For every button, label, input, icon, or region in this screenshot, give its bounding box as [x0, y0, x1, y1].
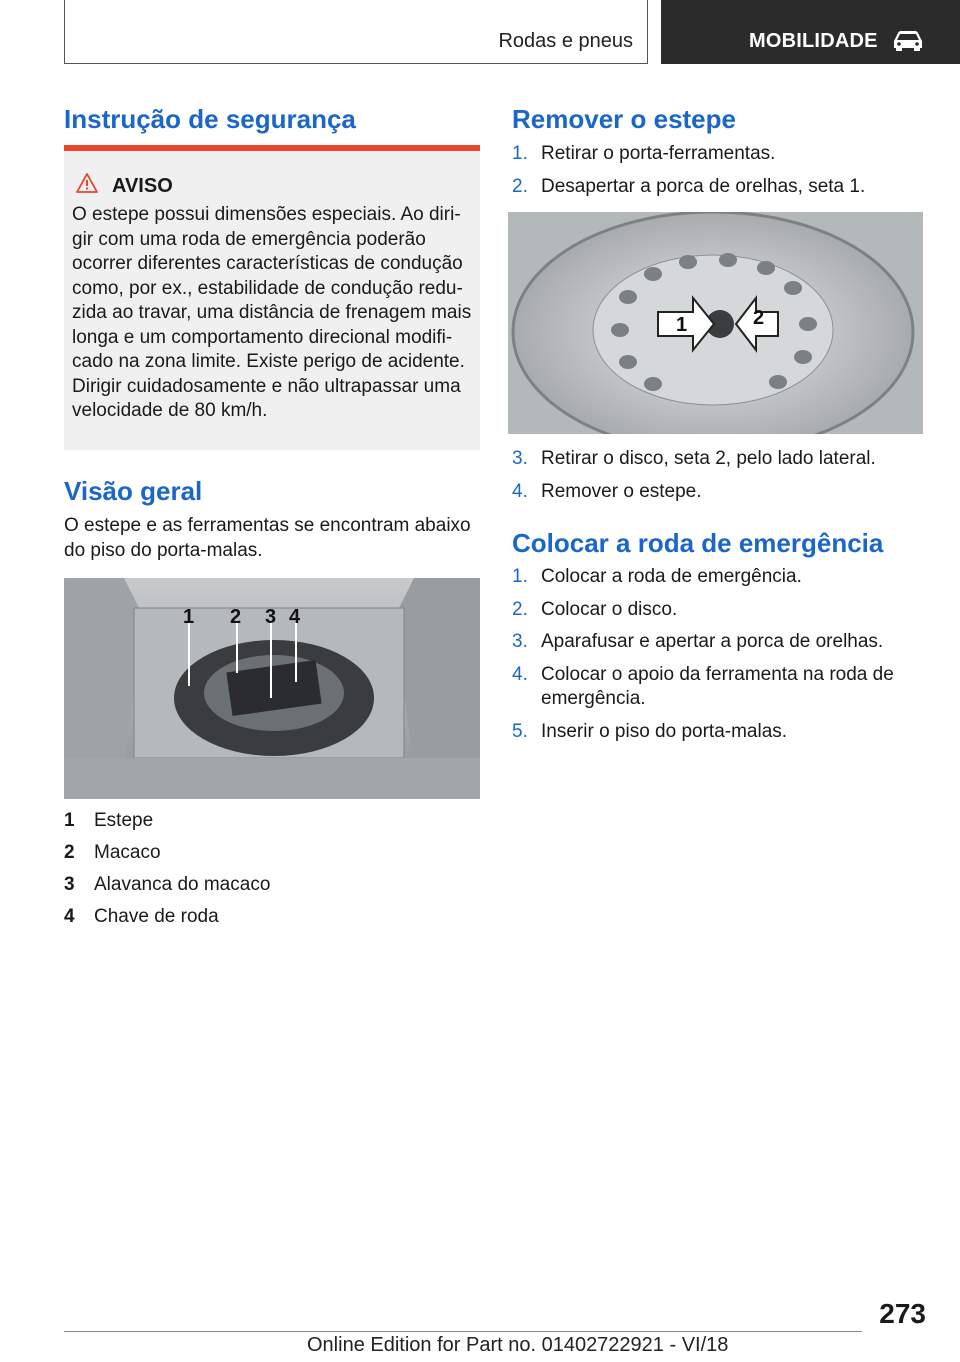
- step-item: [512, 598, 929, 623]
- header-section-title: Rodas e pneus: [498, 30, 633, 52]
- overview-text: O estepe e as ferramentas se encontram abaixo do piso do porta-malas.: [64, 515, 471, 561]
- step-item: [512, 142, 929, 167]
- footer-divider: [64, 1331, 862, 1332]
- figure-legend: [64, 810, 270, 938]
- photo-label-1: 1: [183, 606, 195, 628]
- warning-triangle-icon: [76, 173, 98, 193]
- header-chapter-tab: [661, 0, 960, 64]
- header-section-box: [64, 0, 648, 64]
- step-item: [512, 663, 929, 712]
- step-text: Inserir o piso do porta-malas.: [541, 720, 788, 742]
- warning-label: AVISO: [112, 175, 173, 197]
- step-number: 3.: [512, 448, 528, 469]
- step-item: [512, 565, 929, 590]
- legend-number: 4: [64, 906, 75, 927]
- car-icon: [891, 28, 925, 52]
- step-number: 1.: [512, 566, 528, 587]
- legend-number: 2: [64, 842, 75, 863]
- legend-item: [64, 874, 270, 906]
- safety-heading: Instrução de segurança: [64, 104, 356, 134]
- step-item: [512, 175, 929, 200]
- step-number: 4.: [512, 480, 528, 502]
- page-number: 273: [879, 1298, 926, 1329]
- legend-number: 1: [64, 810, 75, 831]
- step-item: [512, 720, 929, 745]
- photo-label-3: 3: [265, 606, 277, 628]
- legend-text: Macaco: [94, 842, 161, 863]
- overview-heading: Visão geral: [64, 476, 203, 506]
- step-item: [512, 447, 929, 472]
- trunk-photo: [64, 578, 480, 799]
- step-text: Retirar o porta-ferramentas.: [541, 143, 776, 164]
- warning-text: O estepe possui dimensões especiais. Ao diri-gir com uma roda de emergência poderão ocorrer diferentes características de condução como, por ex., estabilidade de condução redu-zida ao travar, uma distância de frenagem mais longa e um comportamento direcional modifi-cado na zona limite. Existe perigo de acidente. Dirigir cuidadosamente e não ultrapassar uma velocidade de 80 km/h.: [72, 204, 472, 421]
- step-text: Remover o estepe.: [541, 480, 702, 502]
- legend-item: [64, 810, 270, 842]
- step-item: [512, 480, 929, 505]
- step-text: Retirar o disco, seta 2, pelo lado lateral.: [541, 448, 876, 469]
- legend-item: [64, 842, 270, 874]
- step-number: 3.: [512, 631, 528, 652]
- warning-box: [64, 151, 480, 450]
- photo-label-2: 2: [230, 606, 242, 628]
- legend-text: Chave de roda: [94, 906, 219, 927]
- photo-label-4: 4: [289, 606, 301, 628]
- footer-edition: Online Edition for Part no. 01402722921 - VI/18: [307, 1334, 729, 1356]
- step-text: Colocar a roda de emergência.: [541, 566, 802, 587]
- step-number: 2.: [512, 598, 528, 620]
- step-number: 4.: [512, 663, 528, 685]
- photo-label-arrow-1: 1: [676, 314, 688, 336]
- header-chapter-title: MOBILIDADE: [749, 30, 878, 52]
- step-number: 1.: [512, 143, 528, 164]
- legend-text: Estepe: [94, 810, 154, 831]
- photo-label-arrow-2: 2: [753, 307, 765, 329]
- step-text: Aparafusar e apertar a porca de orelhas.: [541, 631, 884, 652]
- step-number: 5.: [512, 720, 528, 742]
- remove-heading: Remover o estepe: [512, 104, 736, 134]
- step-number: 2.: [512, 175, 528, 197]
- legend-text: Alavanca do macaco: [94, 874, 271, 895]
- install-heading: Colocar a roda de emergência: [512, 528, 884, 558]
- wheel-photo: [508, 212, 923, 434]
- step-item: [512, 630, 929, 655]
- step-text: Desapertar a porca de orelhas, seta 1.: [541, 175, 866, 197]
- legend-item: [64, 906, 270, 938]
- remove-steps-before: [512, 142, 929, 207]
- remove-steps-after: [512, 447, 929, 512]
- legend-number: 3: [64, 874, 75, 895]
- step-text: Colocar o apoio da ferramenta na roda de emergência.: [541, 663, 894, 709]
- install-steps: [512, 565, 929, 752]
- step-text: Colocar o disco.: [541, 598, 678, 620]
